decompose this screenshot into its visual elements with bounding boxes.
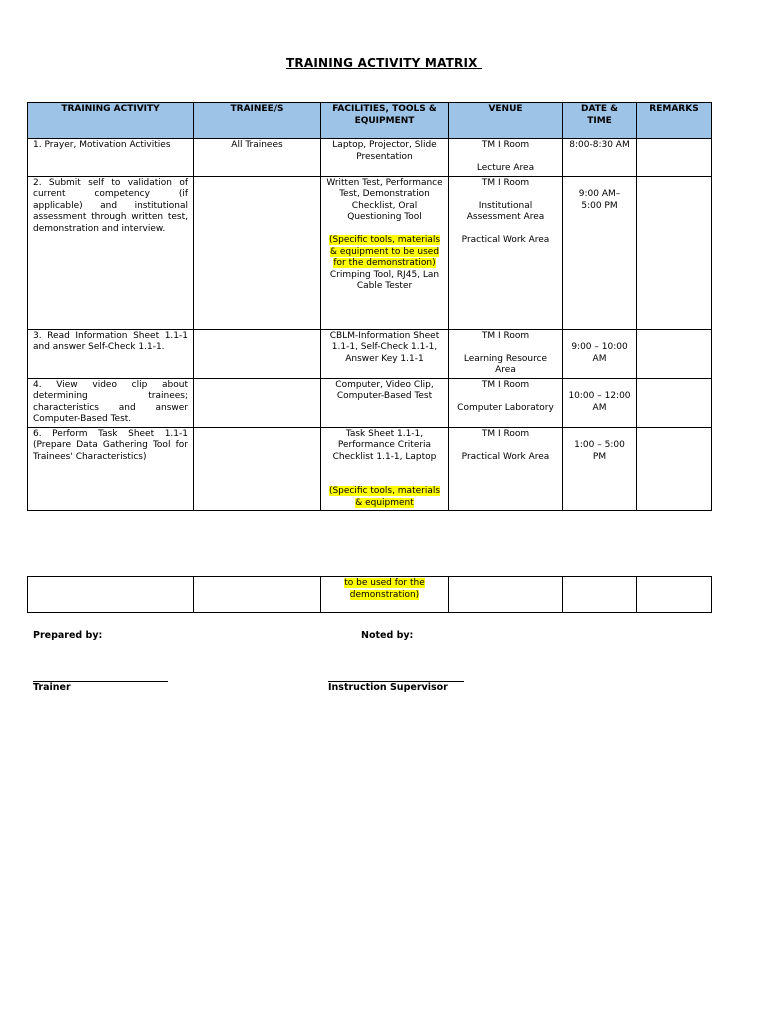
date-time-value: 9:00 – 10:00 AM	[571, 342, 628, 364]
facilities-list: Task Sheet 1.1-1, Performance Criteria Checklist 1.1-1, Laptop	[332, 428, 437, 462]
supervisor-label: Instruction Supervisor	[328, 682, 448, 693]
facilities-cell	[321, 577, 449, 613]
date-time-cell	[563, 427, 637, 511]
date-time-cell	[563, 378, 637, 427]
venue-room: TM I Room	[481, 379, 530, 390]
prepared-by-label: Prepared by:	[33, 630, 103, 641]
table-row	[28, 427, 712, 511]
date-time-value: 9:00 AM– 5:00 PM	[578, 189, 621, 211]
facilities-list: Written Test, Performance Test, Demonstration Checklist, Oral Questioning Tool	[326, 177, 443, 222]
facilities-highlight-note: to be used for the demonstration)	[344, 578, 425, 600]
facilities-highlight-note: (Specific tools, materials & equipment	[328, 486, 441, 508]
venue-area-secondary: Practical Work Area	[461, 235, 550, 245]
trainees-cell: All Trainees	[194, 139, 321, 177]
venue-area: Computer Laboratory	[457, 402, 554, 413]
date-time-cell	[563, 577, 637, 613]
header-remarks: REMARKS	[637, 103, 712, 139]
header-facilities: FACILITIES, TOOLS & EQUIPMENT	[321, 103, 449, 139]
trainees-cell	[194, 329, 321, 378]
facilities-cell: CBLM-Information Sheet 1.1-1, Self-Check 1.1-1, Answer Key 1.1-1	[321, 329, 449, 378]
trainees-cell	[194, 427, 321, 511]
venue-room: TM I Room	[481, 177, 530, 188]
date-time-cell	[563, 329, 637, 378]
table-row	[28, 329, 712, 378]
table-row	[28, 577, 712, 613]
venue-cell	[449, 378, 563, 427]
trainer-label: Trainer	[33, 682, 71, 693]
remarks-cell	[637, 378, 712, 427]
venue-cell	[449, 577, 563, 613]
table-row	[28, 139, 712, 177]
date-time-value: 1:00 – 5:00 PM	[574, 440, 625, 462]
activity-cell: 1. Prayer, Motivation Activities	[28, 139, 194, 177]
remarks-cell	[637, 329, 712, 378]
header-trainees: TRAINEE/S	[194, 103, 321, 139]
venue-area: Lecture Area	[476, 163, 535, 173]
venue-area: Institutional Assessment Area	[466, 200, 545, 222]
venue-room: TM I Room	[481, 428, 530, 439]
venue-area: Practical Work Area	[461, 451, 550, 462]
venue-cell	[449, 139, 563, 177]
venue-room: TM I Room	[481, 140, 530, 150]
remarks-cell	[637, 577, 712, 613]
date-time-value: 10:00 – 12:00 AM	[568, 391, 631, 413]
training-activity-table	[27, 102, 712, 511]
table-row	[28, 378, 712, 427]
venue-area: Learning Resource Area	[463, 353, 548, 375]
trainees-cell	[194, 577, 321, 613]
remarks-cell	[637, 176, 712, 329]
activity-cell: 4. View video clip about determining trainees; characteristics and answer Computer-Based Test.	[28, 378, 194, 427]
facilities-tools: Crimping Tool, RJ45, Lan Cable Tester	[329, 269, 440, 291]
trainees-cell	[194, 378, 321, 427]
header-venue: VENUE	[449, 103, 563, 139]
facilities-cell	[321, 427, 449, 511]
trainees-cell	[194, 176, 321, 329]
date-time-cell	[563, 176, 637, 329]
remarks-cell	[637, 427, 712, 511]
remarks-cell	[637, 139, 712, 177]
activity-cell	[28, 577, 194, 613]
facilities-cell	[321, 176, 449, 329]
venue-cell	[449, 176, 563, 329]
noted-by-label: Noted by:	[361, 630, 414, 641]
facilities-highlight-note: (Specific tools, materials & equipment to be used for the demonstration)	[328, 235, 441, 268]
activity-cell: 3. Read Information Sheet 1.1-1 and answer Self-Check 1.1-1.	[28, 329, 194, 378]
table-header-row	[28, 103, 712, 139]
training-activity-table-continuation	[27, 576, 712, 613]
venue-cell	[449, 427, 563, 511]
header-training-activity: TRAINING ACTIVITY	[28, 103, 194, 139]
activity-cell: 6. Perform Task Sheet 1.1-1 (Prepare Data Gathering Tool for Trainees' Characteristics)	[28, 427, 194, 511]
table-row	[28, 176, 712, 329]
venue-cell	[449, 329, 563, 378]
page-title: TRAINING ACTIVITY MATRIX	[286, 56, 482, 70]
facilities-cell: Laptop, Projector, Slide Presentation	[321, 139, 449, 177]
facilities-cell: Computer, Video Clip, Computer-Based Test	[321, 378, 449, 427]
activity-cell: 2. Submit self to validation of current competency (if applicable) and institutional assessment through written test, demonstration and interview.	[28, 176, 194, 329]
header-date-time: DATE & TIME	[563, 103, 637, 139]
venue-room: TM I Room	[481, 330, 530, 341]
date-time-cell: 8:00-8:30 AM	[563, 139, 637, 177]
